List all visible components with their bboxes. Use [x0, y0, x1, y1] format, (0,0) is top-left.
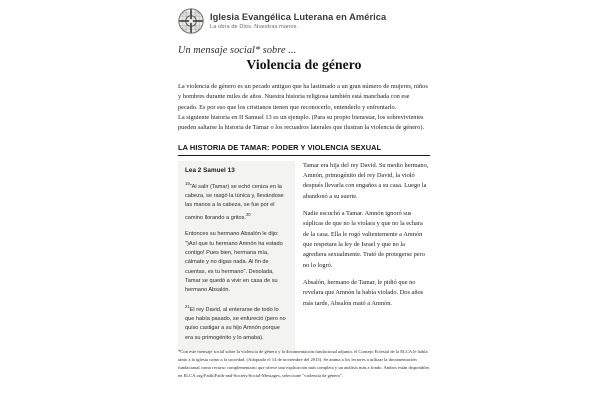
verse-number: 21 — [185, 303, 190, 309]
intro-paragraph-1: La violencia de género es un pecado antiguo que ha lastimado a un gran número de mujeres, niños y hombres durante miles de años. Nuestra historia religiosa también está manchada con ese pecado. Es por eso que los cristianos tienen que reconocerlo, entenderlo y enfrentarlo. — [178, 83, 428, 111]
two-column-body — [178, 161, 430, 351]
left-column — [178, 161, 295, 351]
scripture-verse — [185, 180, 288, 223]
narrative-paragraph-3: Absalón, hermano de Tamar, le pidió que no revelara que Amnón la había violado. Dos años más tarde, Absalón mató a Amnón. — [303, 279, 424, 307]
section-heading: LA HISTORIA DE TAMAR: PODER Y VIOLENCIA SEXUAL — [178, 143, 430, 156]
scripture-verse: Entonces su hermano Absalón le dijo: ")Así que tu hermano Amnón ha estado contigo! Pues bien, hermana mía, cálmate y no digas nada. Al fin de cuentas, es tu hermano". Desolada, Tamar se quedó a vivir en casa de su hermano Absalón. — [185, 231, 283, 294]
narrative-paragraph-1: Tamar era hija del rey David. Su medio hermano, Amnón, primogénito del rey David, la violó después llevarla con engaños a su casa. Luego la abandonó a su suerte. — [303, 161, 429, 200]
document-content — [178, 8, 430, 351]
footnote-text: *Con este mensaje social sobre la violencia de género y la documentación fundacional adjunta, el Consejo Eclesial de la ELCA le habla tanto a la iglesia como a la sociedad. (Adoptado el 14 de noviembre del 2015). Se anima a los lectores a utilizar la documentación fundacional como recurso complementario que ofrece una explicación más completa y un análisis más a fondo. Ambos están disponibles en ELCA.org/Faith/Faith-and-Society/Social-Messages, seleccione "violencia de género". — [178, 349, 430, 378]
page-title: Violencia de género — [246, 57, 362, 72]
masthead — [178, 8, 430, 34]
narrative-paragraph-2: Nadie escuchó a Tamar. Amnón ignoró sus súplicas de que no la violara y que no la echara de la casa. Ella le rogó valientemente a Amnón que respetara la ley de Israel y que no la agrediera sexualmente. Trató de protegerse pero no lo logró. — [303, 210, 425, 269]
title-block — [178, 45, 430, 73]
verse-text: El rey David, al enterarse de todo lo que había pasado, se enfureció (pero no quiso castigar a su hijo Amnón porque era su primogénito y lo amaba). — [185, 306, 286, 341]
brand-text — [210, 12, 386, 30]
verse-number: 19 — [185, 180, 190, 186]
scripture-verse — [185, 303, 288, 343]
intro-paragraph-2: La siguiente historia en II Samuel 13 es un ejemplo. (Para su propio bienestar, los sobrevivientes pueden saltarse la historia de Tamar o los recuadros laterales que ilustran la violencia de género). — [178, 113, 425, 132]
scripture-box-title: Lea 2 Samuel 13 — [185, 166, 235, 174]
elca-celtic-cross-logo — [178, 8, 204, 34]
footnote-section — [178, 348, 430, 380]
kicker-text: Un mensaje social* sobre ... — [178, 45, 297, 56]
organization-tagline: La obra de Dios. Nuestras manos. — [210, 24, 299, 31]
intro-section — [178, 82, 430, 133]
organization-name: Iglesia Evangélica Luterana en América — [210, 11, 387, 22]
verse-number-end: 20 — [245, 211, 251, 217]
verse-text: "Al salir (Tamar) se echó ceniza en la cabeza, se rasgó la túnica y, llevándose las manos a la cabeza, se fue por el camino llorando a gritos. — [185, 183, 284, 221]
scripture-sidebar-box — [178, 161, 295, 351]
right-column — [303, 161, 430, 309]
